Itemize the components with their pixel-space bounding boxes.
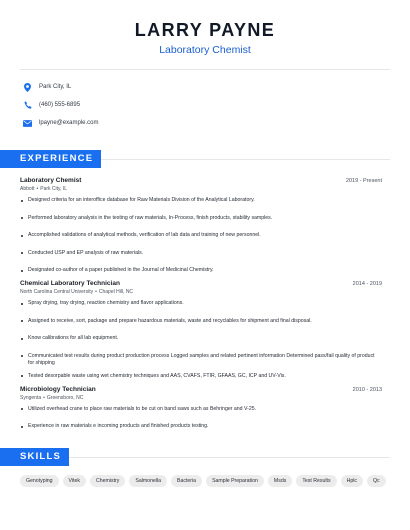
job-entry [20,280,382,380]
job-employer [20,289,382,295]
bullet-item: Know calibrations for all lab equipment. [20,335,382,342]
bullet-item: Accomplished validations of analytical methods, verification of lab data and training of new personnel. [20,232,382,239]
job-title: Chemical Laboratory Technician [20,280,120,287]
skill-chip: Genotyping [20,475,59,487]
skill-chip: Sample Preparation [206,475,264,487]
bullet-item: Communicated test results during product production process Logged samples and related pertinent information Determined pass/fail quality of product for shipping [20,353,382,367]
map-pin-icon [23,83,32,92]
job-location: Greensboro, NC [46,394,84,401]
bullet-item: Utilized overhead crane to place raw materials to be cut on band saws such as Behringer and V-25. [20,406,382,413]
section-divider [69,457,390,458]
bullet-item: Assigned to receive, sort, package and prepare hazardous materials, waste and recyclables for shipment and final disposal. [20,318,382,325]
separator-dot: • [43,394,45,401]
skill-chip: Vitek [63,475,86,487]
bullet-item: Tested desorpable waste using wet chemistry techniques and AAS, CVAFS, FTIR, GFAAS, GC, ICP and UV-Vis. [20,373,382,380]
job-dates: 2014 - 2019 [352,281,382,287]
separator-dot: • [95,289,97,295]
bullet-item: Performed laboratory analysis in the testing of raw materials, In-Process, finish products, stability samples. [20,215,382,222]
skill-chip: Qc [367,475,386,487]
job-dates: 2010 - 2013 [352,386,382,393]
job-entry [20,177,382,274]
skill-chip: Bacteria [171,475,202,487]
job-title: Laboratory Chemist [20,177,82,184]
job-entry [20,386,382,431]
separator-dot: • [36,186,39,192]
job-title: Microbiology Technician [20,385,96,393]
job-bullets [20,197,382,274]
job-title-headline: Laboratory Chemist [159,44,251,56]
job-employer [20,395,382,401]
experience-list [0,177,410,430]
skills-heading [0,448,410,466]
contact-email [23,114,410,132]
skill-chip: Test Results [296,475,336,487]
skill-chip: Hplc [341,475,363,487]
resume-header [0,0,410,56]
bullet-item: Spray drying, tray drying, reaction chemistry and flavor applications. [20,300,382,307]
job-dates: 2019 - Present [345,178,382,184]
contact-location [23,78,410,96]
skill-chip: Msds [268,475,292,487]
contact-info [0,70,410,132]
phone-icon [23,101,32,110]
bullet-item: Conducted USP and EP analysis of raw materials. [20,250,382,257]
phone-text[interactable]: (460) 555-6895 [39,102,81,108]
company-name: Syngenta [20,394,42,401]
job-bullets [20,300,382,380]
experience-label: EXPERIENCE [0,150,101,168]
bullet-item: Designated co-author of a paper published in the Journal of Medicinal Chemistry. [20,267,382,274]
company-name: North Carolina Central University [20,289,94,295]
job-bullets [20,406,382,431]
candidate-name: LARRY PAYNE [134,20,276,40]
skill-chip: Chemistry [90,475,125,487]
job-employer [20,186,382,192]
skills-label: SKILLS [0,448,69,466]
experience-heading [0,150,410,168]
job-location: Park City, IL [40,186,68,192]
job-location: Chapel Hill, NC [98,289,134,295]
location-text: Park City, IL [39,84,72,90]
contact-phone [23,96,410,114]
section-divider [101,159,390,160]
email-text[interactable]: lpayne@example.com [39,120,99,126]
company-name: Abbott [20,186,35,192]
skill-chip: Salmonella [129,475,167,487]
skills-list [0,466,410,487]
email-icon [23,119,32,128]
bullet-item: Designed criteria for an interoffice database for Raw Materials Division of the Analytical Laboratory. [20,197,382,204]
bullet-item: Experience in raw materials e incoming products and finished products testing. [20,423,382,430]
